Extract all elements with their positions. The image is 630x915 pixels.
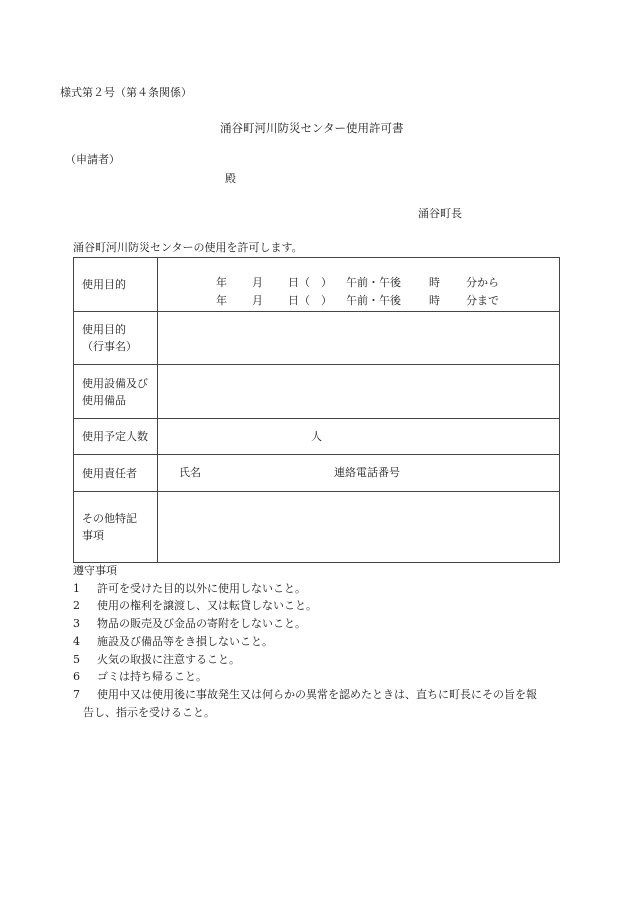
attendees-unit: 人: [311, 430, 322, 443]
rule-text: 物品の販売及び金品の寄附をしないこと。: [97, 617, 306, 631]
event-name-cell[interactable]: [158, 312, 560, 365]
attendees-cell[interactable]: [158, 419, 560, 455]
rule-text: 許可を受けた目的以外に使用しないこと。: [97, 581, 306, 595]
permit-table: [73, 257, 560, 563]
rule-number: 3: [73, 617, 80, 631]
list-item: [73, 615, 593, 633]
event-name-label-line2: （行事名）: [82, 340, 137, 353]
to-month: 月: [252, 294, 263, 307]
list-item: [73, 633, 593, 651]
usage-date-label: 使用目的: [74, 258, 158, 312]
remarks-cell[interactable]: [158, 492, 560, 563]
list-item: [73, 597, 593, 615]
remarks-label-line2: 事項: [82, 529, 104, 542]
rule-text: 火気の取扱に注意すること。: [97, 652, 240, 666]
permission-statement: 涌谷町河川防災センターの使用を許可します。: [73, 241, 303, 254]
to-minute: 分まで: [466, 294, 499, 307]
addressee-suffix: 殿: [225, 172, 236, 185]
table-row: [74, 258, 560, 312]
equipment-label: [74, 365, 158, 419]
from-minute: 分から: [466, 276, 499, 289]
document-title: 涌谷町河川防災センター使用許可書: [220, 121, 404, 135]
from-day: 日（ ）: [288, 276, 332, 289]
equipment-label-line1: 使用設備及び: [82, 376, 148, 390]
from-month: 月: [252, 276, 263, 289]
issuer: 涌谷町長: [418, 207, 462, 220]
rule-number: 7: [73, 687, 80, 701]
rule-text: ゴミは持ち帰ること。: [97, 670, 207, 684]
rule-number: 2: [73, 599, 80, 613]
table-row: [74, 365, 560, 419]
event-name-label-line1: 使用目的: [82, 323, 126, 336]
list-item: [73, 668, 593, 686]
responsible-phone: 連絡電話番号: [334, 466, 400, 479]
equipment-cell[interactable]: [158, 365, 560, 419]
list-item: [73, 651, 593, 669]
event-name-label: [74, 312, 158, 365]
rule-number: 4: [73, 634, 80, 648]
to-day: 日（ ）: [288, 294, 332, 307]
rule-7-continuation: 告し、指示を受けること。: [83, 705, 215, 719]
rules-list: [73, 580, 593, 722]
remarks-label: [74, 492, 158, 563]
from-ampm: 午前・午後: [346, 276, 401, 289]
to-year: 年: [216, 294, 227, 307]
list-item: [73, 580, 593, 598]
form-number: 様式第２号（第４条関係）: [60, 86, 192, 99]
responsible-name: 氏名: [179, 466, 201, 479]
table-row: [74, 455, 560, 492]
rule-number: 5: [73, 652, 80, 666]
applicant-label: （申請者）: [65, 153, 120, 166]
usage-date-cell[interactable]: [158, 258, 560, 312]
to-hour: 時: [429, 294, 440, 307]
rules-title: 遵守事項: [73, 564, 117, 577]
from-hour: 時: [429, 276, 440, 289]
remarks-label-line1: その他特記: [82, 512, 137, 525]
to-ampm: 午前・午後: [346, 294, 401, 307]
rule-number: 6: [73, 670, 80, 684]
from-year: 年: [216, 276, 227, 289]
equipment-label-line2: 使用備品: [82, 393, 126, 407]
table-row: [74, 419, 560, 455]
table-row: [74, 492, 560, 563]
rules-section: [73, 562, 593, 721]
rule-number: 1: [73, 581, 80, 595]
responsible-label: 使用責任者: [74, 455, 158, 492]
attendees-label: 使用予定人数: [74, 419, 158, 455]
list-item: [73, 686, 593, 704]
rule-text: 使用中又は使用後に事故発生又は何らかの異常を認めたときは、直ちに町長にその旨を報: [97, 687, 537, 701]
responsible-cell[interactable]: [158, 455, 560, 492]
rule-text: 使用の権利を譲渡し、又は転貸しないこと。: [97, 599, 317, 613]
table-row: [74, 312, 560, 365]
rule-text: 施設及び備品等をき損しないこと。: [97, 634, 273, 648]
